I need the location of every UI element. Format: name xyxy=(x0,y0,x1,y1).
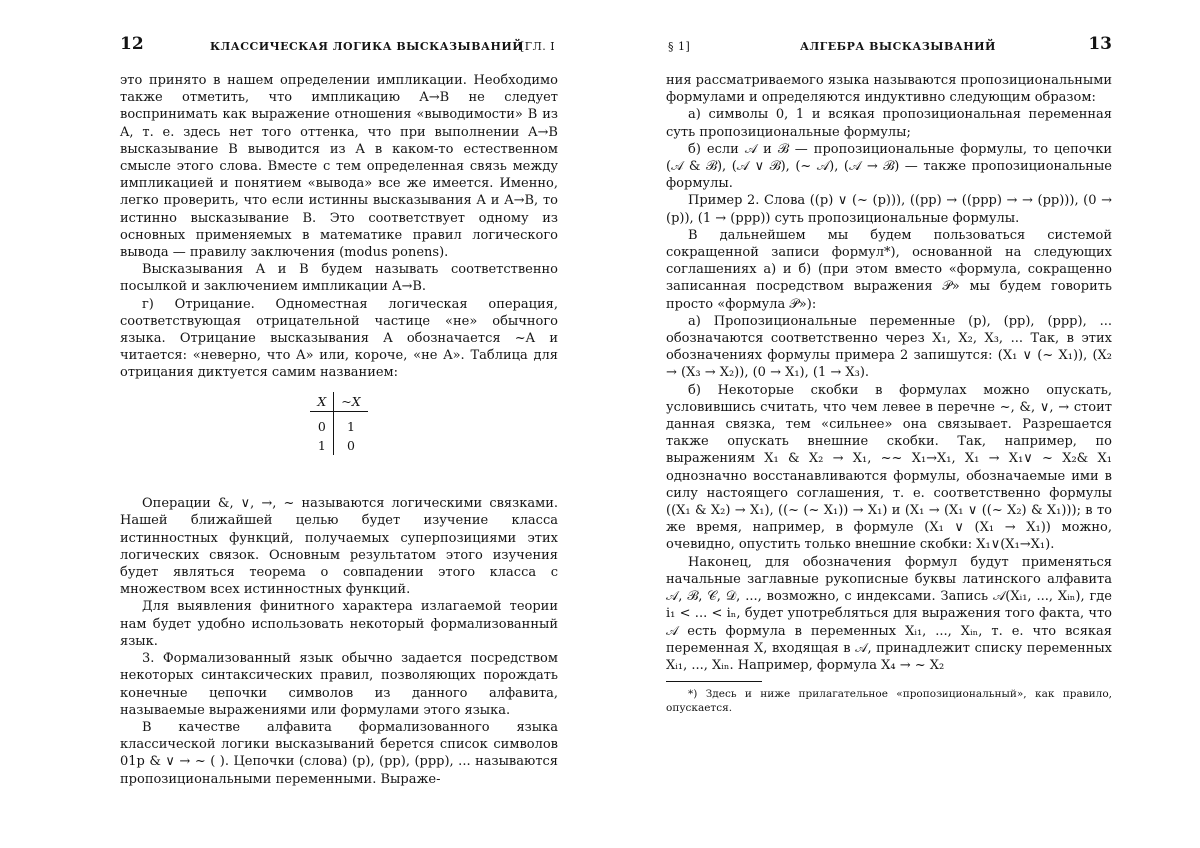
section-mark: § 1] xyxy=(668,40,691,53)
truth-table-row xyxy=(310,436,367,455)
right-paragraph: б) если 𝒜 и ℬ — пропозициональные формулы, то цепочки (𝒜 & ℬ), (𝒜 ∨ ℬ), (~ 𝒜), (𝒜 → ℬ) — также пропозициональные формулы. xyxy=(666,141,1112,192)
truth-table-row xyxy=(310,411,367,436)
left-paragraph: Операции &, ∨, →, ~ называются логическими связками. Нашей ближайшей целью будет изучение класса истинностных функций, получаемых суперпозициями этих логических связок. Основным результатом этого изучения будет являться теорема о совпадении этого класса с множеством всех истинностных функций. xyxy=(120,496,558,598)
right-paragraph: а) Пропозициональные переменные (p), (pp), (ppp), ... обозначаются соответственно через X₁, X₂, X₃, ... Так, в этих обозначениях формулы примера 2 запишутся: (X₁ ∨ (~ X₁)), (X₂ → (X₃ → X₂)), (0 → X₁), (1 → X₃). xyxy=(666,313,1112,381)
left-page-number: 12 xyxy=(120,34,144,54)
truth-table-cell: 0 xyxy=(346,438,355,454)
negation-truth-table xyxy=(310,392,367,456)
truth-table-header xyxy=(310,392,367,412)
right-page-number: 13 xyxy=(1088,34,1112,54)
chapter-mark: [ГЛ. I xyxy=(520,40,556,53)
right-paragraph: а) символы 0, 1 и всякая пропозициональная переменная суть пропозициональные формулы; xyxy=(666,107,1112,140)
left-running-title: КЛАССИЧЕСКАЯ ЛОГИКА ВЫСКАЗЫВАНИЙ xyxy=(210,40,524,53)
left-page xyxy=(108,0,558,848)
truth-table-cell: 1 xyxy=(310,436,333,455)
footnote-rule xyxy=(666,681,762,682)
left-paragraph: г) Отрицание. Одноместная логическая операция, соответствующая отрицательной частице «не» обычного языка. Отрицание высказывания A обозначается ~A и читается: «неверно, что A» или, короче, «не A». Таблица для отрицания диктуется самим названием: xyxy=(120,296,558,381)
left-page-text xyxy=(120,72,558,788)
right-paragraph: б) Некоторые скобки в формулах можно опускать, условившись считать, что чем левее в перечне ~, &, ∨, → стоит данная связка, тем «сильнее» она связывает. Разрешается также опускать внешние скобки. Так, например, по выражениям X₁ & X₂ → X₁, ~~ X₁→X₁, X₁ → X₁∨ ~ X₂& X₁ однозначно восстанавливаются формулы, обозначаемые ими в силу настоящего соглашения, т. е. соответственно формулы ((X₁ & X₂) → X₁), ((~ (~ X₁)) → X₁) и (X₁ → (X₁ ∨ ((~ X₂) & X₁))); в то же время, например, в формуле (X₁ ∨ (X₁ → X₁)) можно, очевидно, опустить только внешние скобки: X₁∨(X₁→X₁). xyxy=(666,382,1112,553)
right-paragraph: ния рассматриваемого языка называются пропозициональными формулами и определяются индуктивно следующим образом: xyxy=(666,73,1112,106)
right-running-title: АЛГЕБРА ВЫСКАЗЫВАНИЙ xyxy=(800,40,996,53)
footnote: *) Здесь и ниже прилагательное «пропозициональный», как правило, опускается. xyxy=(666,688,1112,715)
truth-table-cell: 0 xyxy=(310,411,333,436)
left-paragraph: Для выявления финитного характера излагаемой теории нам будет удобно использовать некоторый формализованный язык. xyxy=(120,599,558,649)
left-running-head xyxy=(108,34,558,60)
left-paragraph: В качестве алфавита формализованного языка классической логики высказываний берется список символов 01p & ∨ → ~ ( ). Цепочки (слова) (p), (pp), (ppp), ... называются пропозициональными переменными. Выраже- xyxy=(120,719,558,787)
truth-table-header-cell: X xyxy=(310,392,333,412)
truth-table-header-cell: ~X xyxy=(334,392,368,412)
left-paragraph: 3. Формализованный язык обычно задается посредством некоторых синтаксических правил, позволяющих порождать конечные цепочки символов из данного алфавита, называемые выражениями или формулами этого языка. xyxy=(120,651,558,718)
right-page-text xyxy=(666,72,1112,715)
right-paragraph: Пример 2. Слова ((p) ∨ (~ (p))), ((pp) → ((ppp) → → (pp))), (0 → (p)), (1 → (ppp)) суть пропозициональные формулы. xyxy=(666,193,1112,226)
right-paragraph: Наконец, для обозначения формул будут применяться начальные заглавные рукописные буквы латинского алфавита 𝒜, ℬ, 𝒞, 𝒟, ..., возможно, с индексами. Запись 𝒜(Xᵢ₁, ..., Xᵢₙ), где i₁ < ... < iₙ, будет употребляться для выражения того факта, что 𝒜 есть формула в переменных Xᵢ₁, ..., Xᵢₙ, т. е. что всякая переменная X, входящая в 𝒜, принадлежит списку переменных Xᵢ₁, ..., Xᵢₙ. Например, формула X₄ → ~ X₂ xyxy=(666,554,1112,673)
right-running-head xyxy=(666,34,1112,60)
right-paragraph: В дальнейшем мы будем пользоваться системой сокращенной записи формул*), основанной на следующих соглашениях а) и б) (при этом вместо «формула, сокращенно записанная посредством выражения 𝒫» мы будем говорить просто «формула 𝒫»): xyxy=(666,227,1112,312)
truth-table-cell: 1 xyxy=(346,418,355,434)
right-page xyxy=(666,0,1112,848)
left-paragraph: Высказывания A и B будем называть соответственно посылкой и заключением импликации A→B. xyxy=(120,262,558,295)
left-paragraph: это принято в нашем определении импликации. Необходимо также отметить, что импликацию A→B не следует воспринимать как выражение отношения «выводимости» B из A, т. е. здесь нет того оттенка, что при выполнении A→B высказывание B выводится из A в каком-то естественном смысле этого слова. Вместе с тем определенная связь между импликацией и понятием «вывода» все же имеется. Именно, легко проверить, что если истинны высказывания A и A→B, то истинно высказывание B. Это соответствует одному из основных применяемых в математике правил логического вывода — правилу заключения (modus ponens). xyxy=(120,73,558,261)
